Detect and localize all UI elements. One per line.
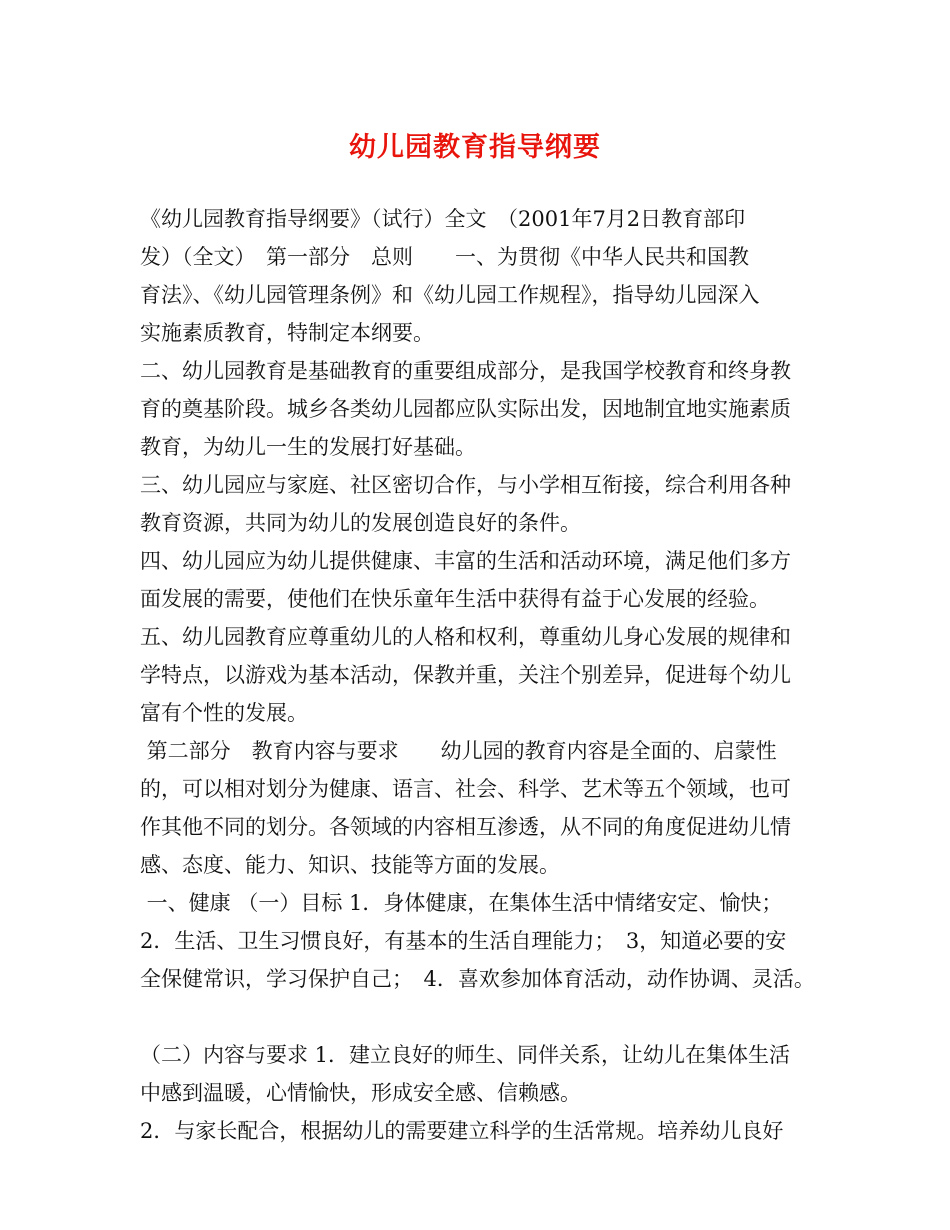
- text-line: 面发展的需要，使他们在快乐童年生活中获得有益于心发展的经验。: [140, 587, 770, 611]
- text-line: 第二部分 教育内容与要求 幼儿园的教育内容是全面的、启蒙性: [140, 739, 777, 763]
- text-line: 作其他不同的划分。各领域的内容相互渗透，从不同的角度促进幼儿情: [140, 815, 791, 839]
- text-line: 三、幼儿园应与家庭、社区密切合作，与小学相互衔接，综合利用各种: [140, 473, 791, 497]
- text-line: 发）（全文） 第一部分 总则 一、为贯彻《中华人民共和国教: [140, 245, 749, 269]
- text-line: 学特点，以游戏为基本活动，保教并重，关注个别差异，促进每个幼儿: [140, 663, 791, 687]
- text-line: 2．生活、卫生习惯良好，有基本的生活自理能力； 3，知道必要的安: [140, 929, 787, 953]
- text-line: 五、幼儿园教育应尊重幼儿的人格和权利，尊重幼儿身心发展的规律和: [140, 625, 791, 649]
- text-line: 二、幼儿园教育是基础教育的重要组成部分，是我国学校教育和终身教: [140, 359, 791, 383]
- text-line: 全保健常识，学习保护自己； 4．喜欢参加体育活动，动作协调、灵活。: [140, 967, 815, 991]
- text-line: 感、态度、能力、知识、技能等方面的发展。: [140, 853, 560, 877]
- document-body: [140, 200, 840, 1150]
- text-line: （二）内容与要求 1．建立良好的师生、同伴关系，让幼儿在集体生活: [140, 1043, 791, 1067]
- document-title: 幼儿园教育指导纲要: [349, 132, 601, 163]
- text-line: [140, 998, 840, 1036]
- text-line: 教育，为幼儿一生的发展打好基础。: [140, 435, 476, 459]
- text-line: 育的奠基阶段。城乡各类幼儿园都应队实际出发，因地制宜地实施素质: [140, 397, 791, 421]
- text-line: 实施素质教育，特制定本纲要。: [140, 321, 434, 345]
- text-line: 中感到温暖，心情愉快，形成安全感、信赖感。: [140, 1081, 581, 1105]
- text-line: 2．与家长配合，根据幼儿的需要建立科学的生活常规。培养幼儿良好: [140, 1119, 784, 1143]
- text-line: 的，可以相对划分为健康、语言、社会、科学、艺术等五个领域，也可: [140, 777, 791, 801]
- text-line: 教育资源，共同为幼儿的发展创造良好的条件。: [140, 511, 581, 535]
- text-line: 一、健康 （一）目标 1．身体健康，在集体生活中情绪安定、愉快；: [140, 891, 783, 915]
- text-line: 四、幼儿园应为幼儿提供健康、丰富的生活和活动环境，满足他们多方: [140, 549, 791, 573]
- text-line: 富有个性的发展。: [140, 701, 308, 725]
- text-line: 育法》、《幼儿园管理条例》和《幼儿园工作规程》，指导幼儿园深入: [140, 283, 760, 307]
- text-line: 《幼儿园教育指导纲要》（试行）全文 （2001年7月2日教育部印: [140, 207, 746, 231]
